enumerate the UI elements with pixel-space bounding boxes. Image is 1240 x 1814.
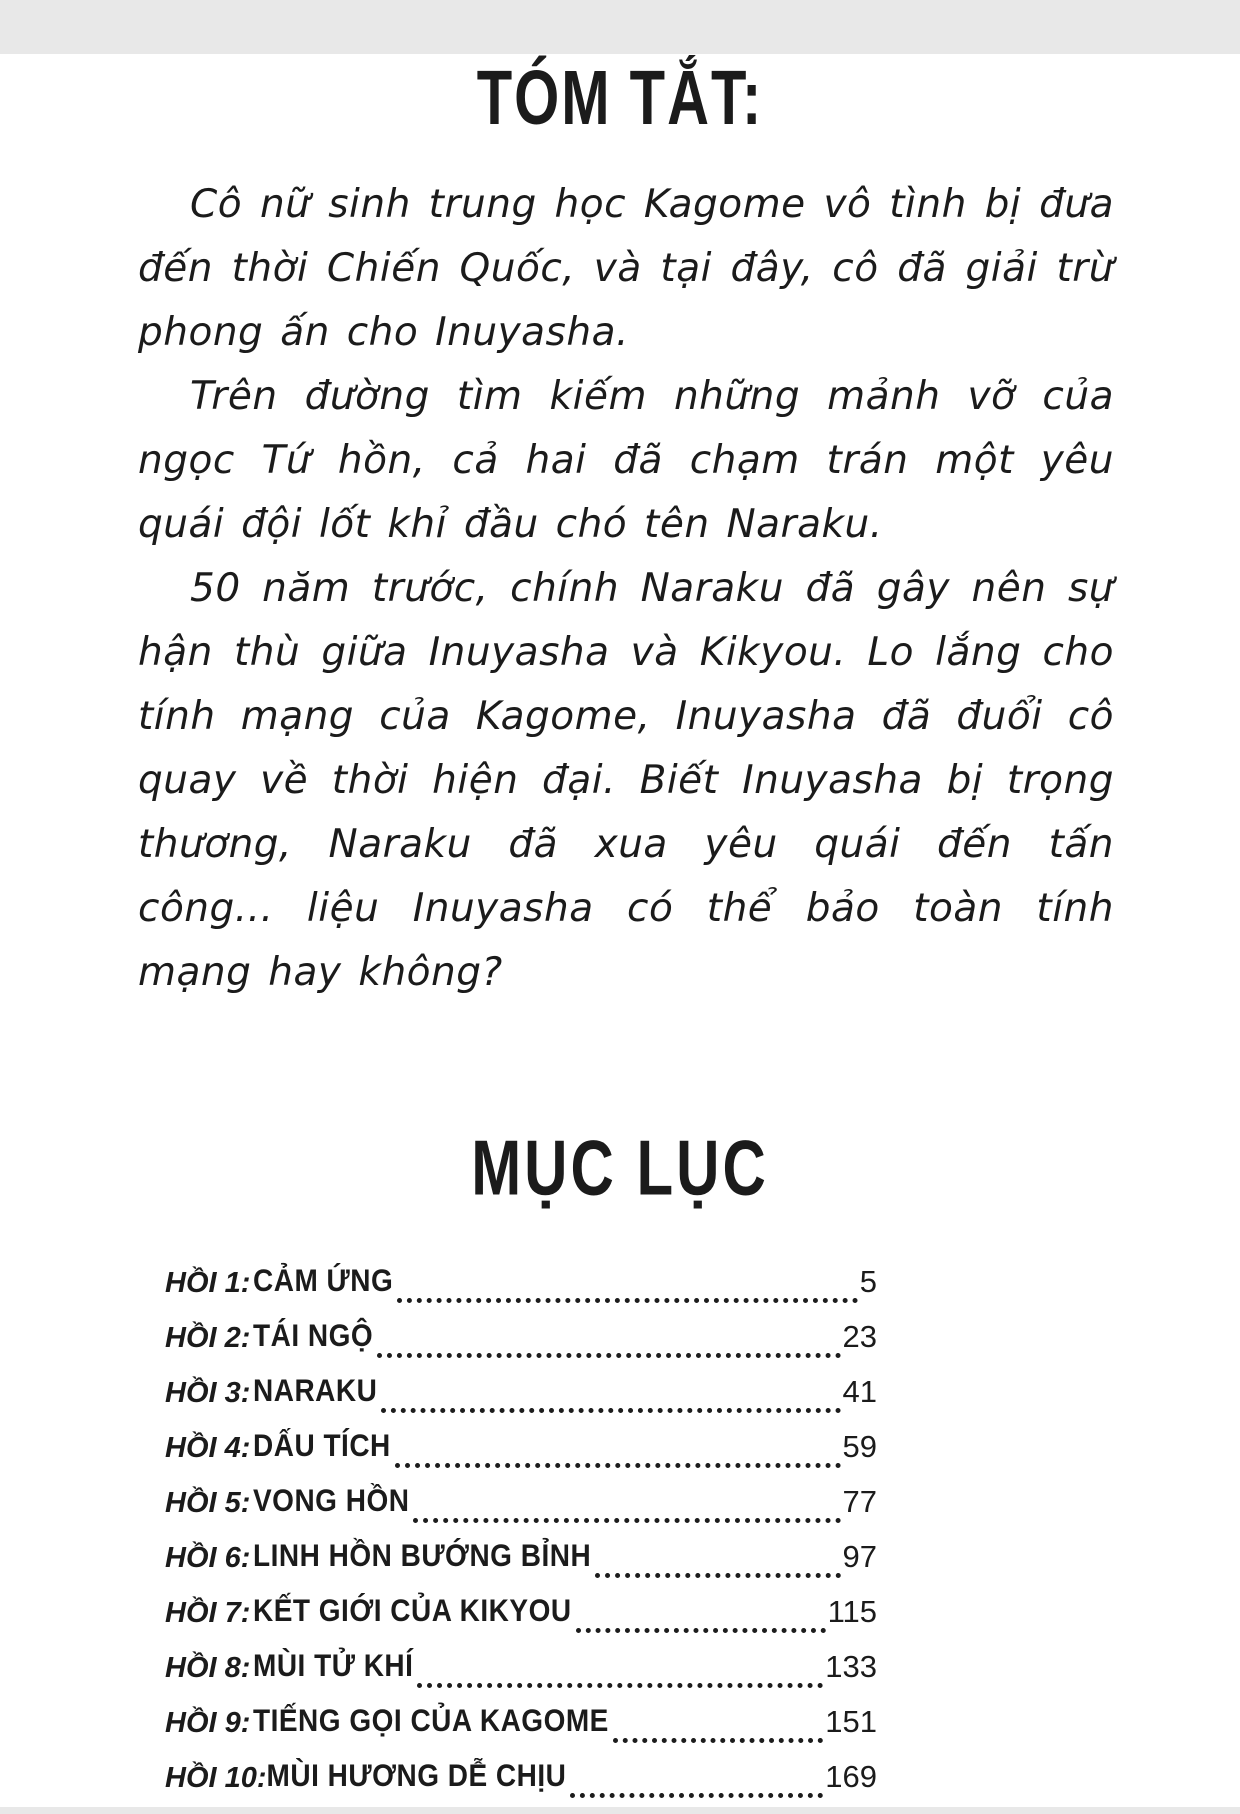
- chapter-label: HỒI 7:: [165, 1597, 251, 1629]
- chapter-label: HỒI 1:: [165, 1267, 251, 1299]
- toc-row: [165, 1319, 877, 1374]
- toc-row: [165, 1704, 877, 1759]
- dot-leader: [570, 1793, 823, 1798]
- toc-row: [165, 1759, 877, 1814]
- chapter-title: KẾT GIỚI CỦA KIKYOU: [253, 1593, 572, 1628]
- toc-heading: [0, 1123, 1240, 1212]
- chapter-title: MÙI TỬ KHÍ: [253, 1648, 414, 1683]
- summary-paragraph: Trên đường tìm kiếm những mảnh vỡ của ngọc Tứ hồn, cả hai đã chạm trán một yêu quái đội lốt khỉ đầu chó tên Naraku.: [138, 374, 1114, 547]
- chapter-label: HỒI 4:: [165, 1432, 251, 1464]
- toc-heading-text: MỤC LỤC: [471, 1124, 769, 1212]
- chapter-label: HỒI 2:: [165, 1322, 251, 1354]
- dot-leader: [381, 1408, 840, 1413]
- chapter-label: HỒI 3:: [165, 1377, 251, 1409]
- chapter-title: NARAKU: [253, 1373, 378, 1408]
- book-page: [0, 54, 1240, 1807]
- dot-leader: [576, 1628, 826, 1633]
- page-number: 23: [842, 1319, 877, 1354]
- summary-heading: [0, 54, 1240, 142]
- dot-leader: [613, 1738, 823, 1743]
- page-number: 41: [842, 1374, 877, 1409]
- toc-row: [165, 1264, 877, 1319]
- summary-paragraph: Cô nữ sinh trung học Kagome vô tình bị đưa đến thời Chiến Quốc, và tại đây, cô đã giải trừ phong ấn cho Inuyasha.: [138, 182, 1114, 355]
- dot-leader: [413, 1518, 840, 1523]
- chapter-title: CẢM ỨNG: [253, 1263, 394, 1298]
- page-number: 169: [825, 1759, 877, 1794]
- chapter-label: HỒI 6:: [165, 1542, 251, 1574]
- chapter-title: VONG HỒN: [253, 1483, 410, 1518]
- page-number: 151: [825, 1704, 877, 1739]
- dot-leader: [395, 1463, 841, 1468]
- table-of-contents: [165, 1264, 877, 1814]
- chapter-title: TIẾNG GỌI CỦA KAGOME: [253, 1703, 609, 1738]
- dot-leader: [417, 1683, 823, 1688]
- toc-row: [165, 1594, 877, 1649]
- toc-row: [165, 1429, 877, 1484]
- dot-leader: [377, 1353, 840, 1358]
- page-number: 133: [825, 1649, 877, 1684]
- chapter-label: HỒI 5:: [165, 1487, 251, 1519]
- summary-section: [138, 173, 1114, 1005]
- dot-leader: [595, 1573, 840, 1578]
- page-number: 5: [859, 1264, 877, 1299]
- page-number: 77: [842, 1484, 877, 1519]
- page-number: 97: [842, 1539, 877, 1574]
- page-number: 59: [842, 1429, 877, 1464]
- toc-row: [165, 1484, 877, 1539]
- toc-row: [165, 1649, 877, 1704]
- chapter-title: MÙI HƯƠNG DỄ CHỊU: [266, 1758, 567, 1793]
- chapter-title: LINH HỒN BƯỚNG BỈNH: [253, 1538, 592, 1573]
- toc-row: [165, 1374, 877, 1429]
- summary-paragraph: 50 năm trước, chính Naraku đã gây nên sự hận thù giữa Inuyasha và Kikyou. Lo lắng cho tính mạng của Kagome, Inuyasha đã đuổi cô quay về thời hiện đại. Biết Inuyasha bị trọng thương, Naraku đã xua yêu quái đến tấn công... liệu Inuyasha có thể bảo toàn tính mạng hay không?: [138, 566, 1114, 995]
- page-number: 115: [827, 1594, 877, 1629]
- chapter-title: TÁI NGỘ: [253, 1318, 374, 1353]
- dot-leader: [397, 1298, 857, 1303]
- chapter-title: DẤU TÍCH: [253, 1428, 391, 1463]
- summary-heading-text: TÓM TẮT:: [476, 55, 764, 142]
- chapter-label: HỒI 8:: [165, 1652, 251, 1684]
- toc-row: [165, 1539, 877, 1594]
- chapter-label: HỒI 10:: [165, 1762, 267, 1794]
- chapter-label: HỒI 9:: [165, 1707, 251, 1739]
